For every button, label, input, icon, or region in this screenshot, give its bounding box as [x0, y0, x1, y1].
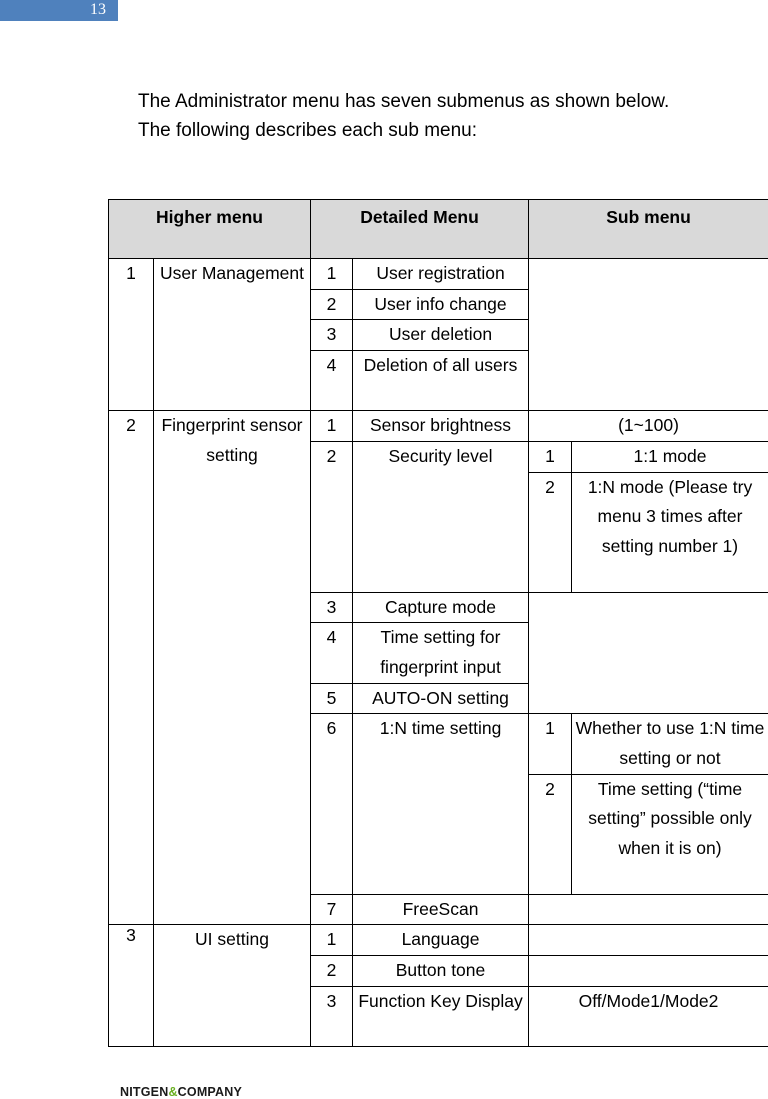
- sub-item-number: 1: [529, 714, 572, 774]
- item-label: User deletion: [353, 320, 529, 351]
- item-number: 2: [311, 441, 353, 592]
- sub-item-number: 1: [529, 441, 572, 472]
- item-number: 4: [311, 351, 353, 411]
- item-label: Time setting for fingerprint input: [353, 623, 529, 683]
- sub-item-label: 1:N mode (Please try menu 3 times after setting number 1): [572, 472, 768, 592]
- header-detailed-menu: Detailed Menu: [311, 200, 529, 259]
- sub-menu-empty: [529, 592, 768, 714]
- item-number: 3: [311, 320, 353, 351]
- sub-menu-empty: [529, 259, 768, 411]
- intro-line-2: The following describes each sub menu:: [138, 120, 478, 141]
- group-name: Fingerprint sensor setting: [154, 411, 311, 925]
- item-number: 2: [311, 956, 353, 987]
- table-row: [109, 925, 768, 956]
- item-number: 1: [311, 259, 353, 290]
- item-label: Language: [353, 925, 529, 956]
- header-sub-menu: Sub menu: [529, 200, 768, 259]
- item-number: 7: [311, 894, 353, 925]
- sub-menu-empty: [529, 956, 768, 987]
- page-number: 13: [90, 1, 106, 18]
- item-label: 1:N time setting: [353, 714, 529, 894]
- table-header-row: [109, 200, 768, 259]
- group-name: UI setting: [154, 925, 311, 1046]
- item-number: 1: [311, 925, 353, 956]
- logo-text-nitgen: NITGEN: [120, 1085, 169, 1099]
- item-label: Security level: [353, 441, 529, 592]
- page-number-tab: [0, 0, 118, 21]
- header-higher-menu: Higher menu: [109, 200, 311, 259]
- admin-menu-table: [108, 199, 768, 1047]
- item-number: 3: [311, 592, 353, 623]
- item-label: Capture mode: [353, 592, 529, 623]
- sub-menu-value: Off/Mode1/Mode2: [529, 986, 768, 1046]
- sub-menu-empty: [529, 894, 768, 925]
- intro-text: [138, 87, 669, 145]
- group-number: 3: [109, 925, 154, 1046]
- logo-ampersand: &: [168, 1085, 178, 1099]
- sub-item-number: 2: [529, 472, 572, 592]
- sub-item-label: Time setting (“time setting” possible only when it is on): [572, 774, 768, 894]
- table-row: [109, 259, 768, 290]
- item-number: 2: [311, 289, 353, 320]
- item-label: Function Key Display: [353, 986, 529, 1046]
- item-label: User registration: [353, 259, 529, 290]
- item-number: 4: [311, 623, 353, 683]
- item-label: Deletion of all users: [353, 351, 529, 411]
- sub-item-number: 2: [529, 774, 572, 894]
- intro-line-1: The Administrator menu has seven submenus as shown below.: [138, 91, 670, 112]
- logo-text-company: COMPANY: [177, 1085, 243, 1099]
- item-label: FreeScan: [353, 894, 529, 925]
- item-number: 5: [311, 683, 353, 714]
- sub-item-label: Whether to use 1:N time setting or not: [572, 714, 768, 774]
- item-label: Sensor brightness: [353, 411, 529, 442]
- item-label: Button tone: [353, 956, 529, 987]
- sub-menu-value: (1~100): [529, 411, 768, 442]
- item-label: AUTO-ON setting: [353, 683, 529, 714]
- table-row: [109, 411, 768, 442]
- item-number: 3: [311, 986, 353, 1046]
- group-number: 2: [109, 411, 154, 925]
- sub-item-label: 1:1 mode: [572, 441, 768, 472]
- company-logo: [120, 1085, 242, 1099]
- sub-menu-empty: [529, 925, 768, 956]
- item-number: 6: [311, 714, 353, 894]
- group-name: User Management: [154, 259, 311, 411]
- group-number: 1: [109, 259, 154, 411]
- item-number: 1: [311, 411, 353, 442]
- item-label: User info change: [353, 289, 529, 320]
